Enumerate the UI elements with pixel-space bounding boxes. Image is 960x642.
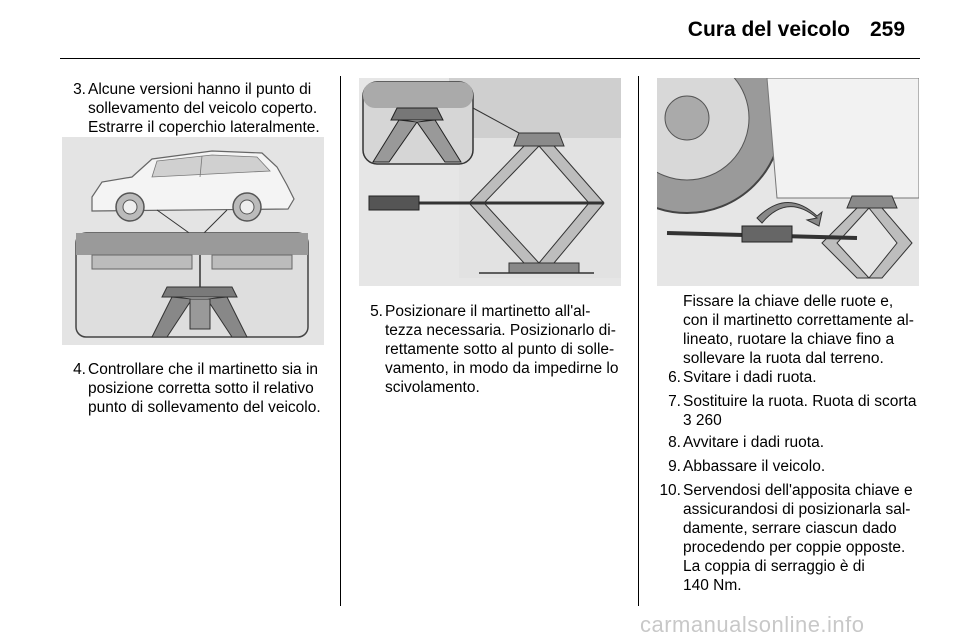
step-line: Controllare che il martinetto sia in bbox=[88, 361, 319, 378]
step-line: Posizionare il martinetto all'al- bbox=[385, 303, 591, 320]
header-rule bbox=[60, 58, 920, 59]
step-number: 9. bbox=[668, 458, 681, 475]
page-number: 259 bbox=[870, 18, 906, 41]
step-line: Servendosi dell'apposita chiave e bbox=[683, 482, 913, 499]
step-line: scivolamento. bbox=[385, 379, 480, 396]
step-line: con il martinetto correttamente al- bbox=[683, 312, 914, 329]
step-line: damente, serrare ciascun dado bbox=[683, 520, 897, 537]
step-intro bbox=[683, 292, 923, 368]
column-divider-right bbox=[638, 76, 639, 606]
step-line: Abbassare il veicolo. bbox=[683, 458, 826, 475]
step-line: rettamente sotto al punto di solle- bbox=[385, 341, 615, 358]
step-line: punto di sollevamento del veicolo. bbox=[88, 399, 321, 416]
step-number: 10. bbox=[659, 482, 681, 499]
step-line: procedendo per coppie opposte. bbox=[683, 539, 906, 556]
step-number: 6. bbox=[668, 369, 681, 386]
step-line: posizione corretta sotto il relativo bbox=[88, 380, 314, 397]
page-header-title: Cura del veicolo bbox=[687, 18, 850, 41]
step-line: 140 Nm. bbox=[683, 577, 742, 594]
step-line: Fissare la chiave delle ruote e, bbox=[683, 293, 894, 310]
step-number: 4. bbox=[73, 361, 86, 378]
step-line: Svitare i dadi ruota. bbox=[683, 369, 817, 386]
step-line: La coppia di serraggio è di bbox=[683, 558, 865, 575]
step-line: lineato, ruotare la chiave fino a bbox=[683, 331, 895, 348]
step-line: sollevare la ruota dal terreno. bbox=[683, 350, 884, 367]
page-reference-link[interactable]: 3 260 bbox=[683, 412, 722, 429]
step-number: 5. bbox=[370, 303, 383, 320]
watermark: carmanualsonline.info bbox=[640, 612, 865, 637]
step-line: Alcune versioni hanno il punto di bbox=[88, 81, 312, 98]
step-line: Sostituire la ruota. Ruota di scorta bbox=[683, 393, 917, 410]
step-number: 7. bbox=[668, 393, 681, 410]
figure-lifting-point bbox=[62, 137, 324, 345]
step-line: tezza necessaria. Posizionarlo di- bbox=[385, 322, 616, 339]
figure-wheel-lift bbox=[657, 78, 919, 286]
column-divider-left bbox=[340, 76, 341, 606]
step-line: vamento, in modo da impedirne lo bbox=[385, 360, 619, 377]
step-number: 8. bbox=[668, 434, 681, 451]
step-line: Avvitare i dadi ruota. bbox=[683, 434, 825, 451]
step-line: sollevamento del veicolo coperto. bbox=[88, 100, 318, 117]
step-line: Estrarre il coperchio lateralmente. bbox=[88, 119, 320, 136]
step-line: assicurandosi di posizionarla sal- bbox=[683, 501, 911, 518]
step-number: 3. bbox=[73, 81, 86, 98]
figure-jack-position bbox=[359, 78, 621, 286]
